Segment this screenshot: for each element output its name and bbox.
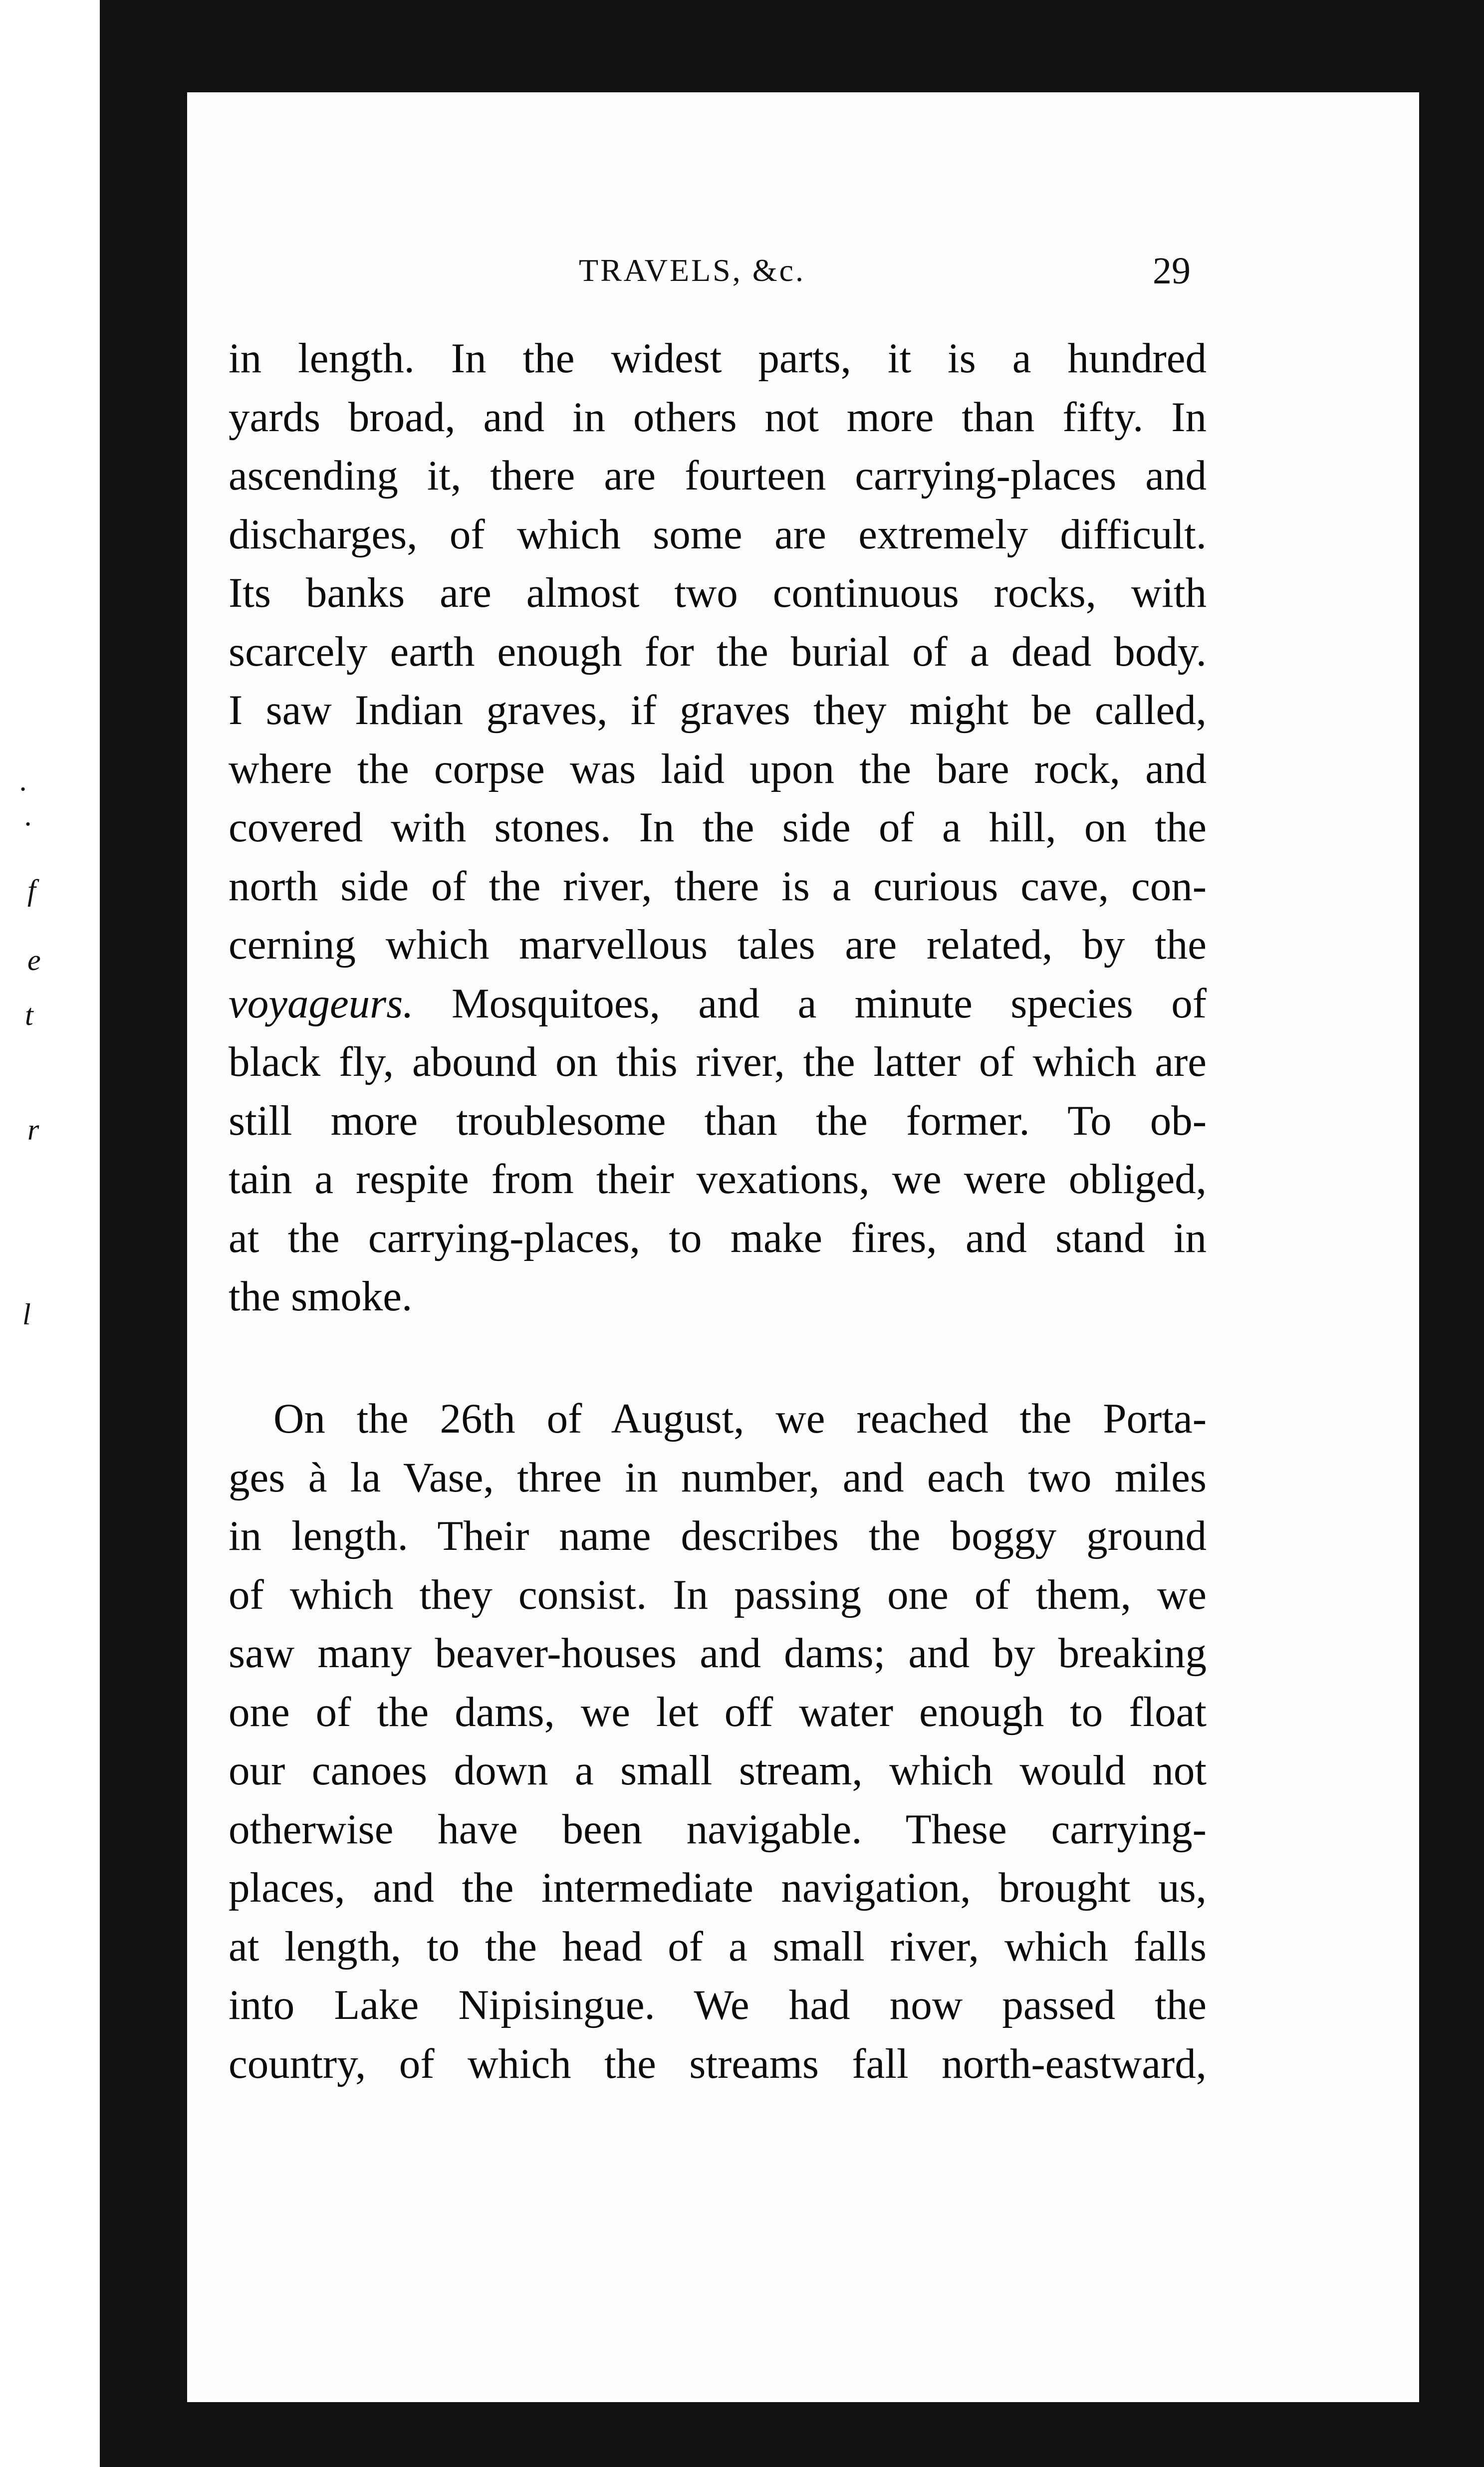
text-line: covered with stones. In the side of a hill, on the xyxy=(229,804,1207,851)
margin-mark: t xyxy=(25,998,33,1031)
text-line: places, and the intermediate navigation, brought us, xyxy=(229,1864,1207,1911)
page-number: 29 xyxy=(1153,250,1191,292)
text-line: at the carrying-places, to make fires, and stand in xyxy=(229,1214,1207,1261)
text-line: our canoes down a small stream, which would not xyxy=(229,1747,1207,1794)
text-line: cerning which marvellous tales are related, by the xyxy=(229,921,1207,968)
text-line: still more troublesome than the former. To ob- xyxy=(229,1097,1207,1144)
text-line: in length. In the widest parts, it is a hundred xyxy=(229,335,1207,382)
text-line: ascending it, there are fourteen carrying-places and xyxy=(229,452,1207,499)
text-line: in length. Their name describes the boggy ground xyxy=(229,1512,1207,1559)
text-line: the smoke. xyxy=(229,1273,413,1320)
margin-mark: e xyxy=(27,944,41,977)
running-title: TRAVELS, &c. xyxy=(579,252,805,288)
adjacent-page-margin xyxy=(0,0,100,2467)
text-line: one of the dams, we let off water enough to float xyxy=(229,1688,1207,1735)
text-line: saw many beaver-houses and dams; and by breaking xyxy=(229,1630,1207,1677)
paragraph-2 xyxy=(229,1390,1207,2093)
scan-border-top xyxy=(100,0,1484,92)
text-line: country, of which the streams fall north-eastward, xyxy=(229,2040,1207,2087)
text-line: I saw Indian graves, if graves they might be called, xyxy=(229,687,1207,734)
scan-border-bottom xyxy=(100,2402,1484,2467)
text-line: Its banks are almost two continuous rocks, with xyxy=(229,569,1207,616)
text-line: into Lake Nipisingue. We had now passed the xyxy=(229,1981,1207,2028)
text-line: scarcely earth enough for the burial of a dead body. xyxy=(229,628,1207,675)
margin-mark: . xyxy=(25,799,32,832)
text-line: ges à la Vase, three in number, and each two miles xyxy=(229,1454,1207,1501)
text-line: discharges, of which some are extremely difficult. xyxy=(229,510,1207,558)
text-line: black fly, abound on this river, the latter of which are xyxy=(229,1038,1207,1085)
text-line: of which they consist. In passing one of them, we xyxy=(229,1571,1207,1618)
text-line: yards broad, and in others not more than fifty. In xyxy=(229,393,1207,441)
text-line: at length, to the head of a small river, which falls xyxy=(229,1923,1207,1970)
margin-mark: l xyxy=(22,1298,31,1331)
text-line-italic-start: voyageurs. Mosquitoes, and a minute species of xyxy=(229,980,1207,1027)
scan-border-right xyxy=(1419,0,1484,2467)
binding-gutter xyxy=(100,0,187,2467)
text-line: tain a respite from their vexations, we were obliged, xyxy=(229,1156,1207,1203)
text-line: On the 26th of August, we reached the Porta- xyxy=(273,1395,1207,1442)
margin-mark: . xyxy=(20,764,27,797)
text-line: where the corpse was laid upon the bare rock, and xyxy=(229,745,1207,792)
paragraph-1 xyxy=(229,329,1207,1326)
margin-mark: f xyxy=(27,874,36,907)
text-line: otherwise have been navigable. These carrying- xyxy=(229,1805,1207,1853)
margin-mark: r xyxy=(27,1113,39,1146)
text-line: north side of the river, there is a curious cave, con- xyxy=(229,862,1207,910)
